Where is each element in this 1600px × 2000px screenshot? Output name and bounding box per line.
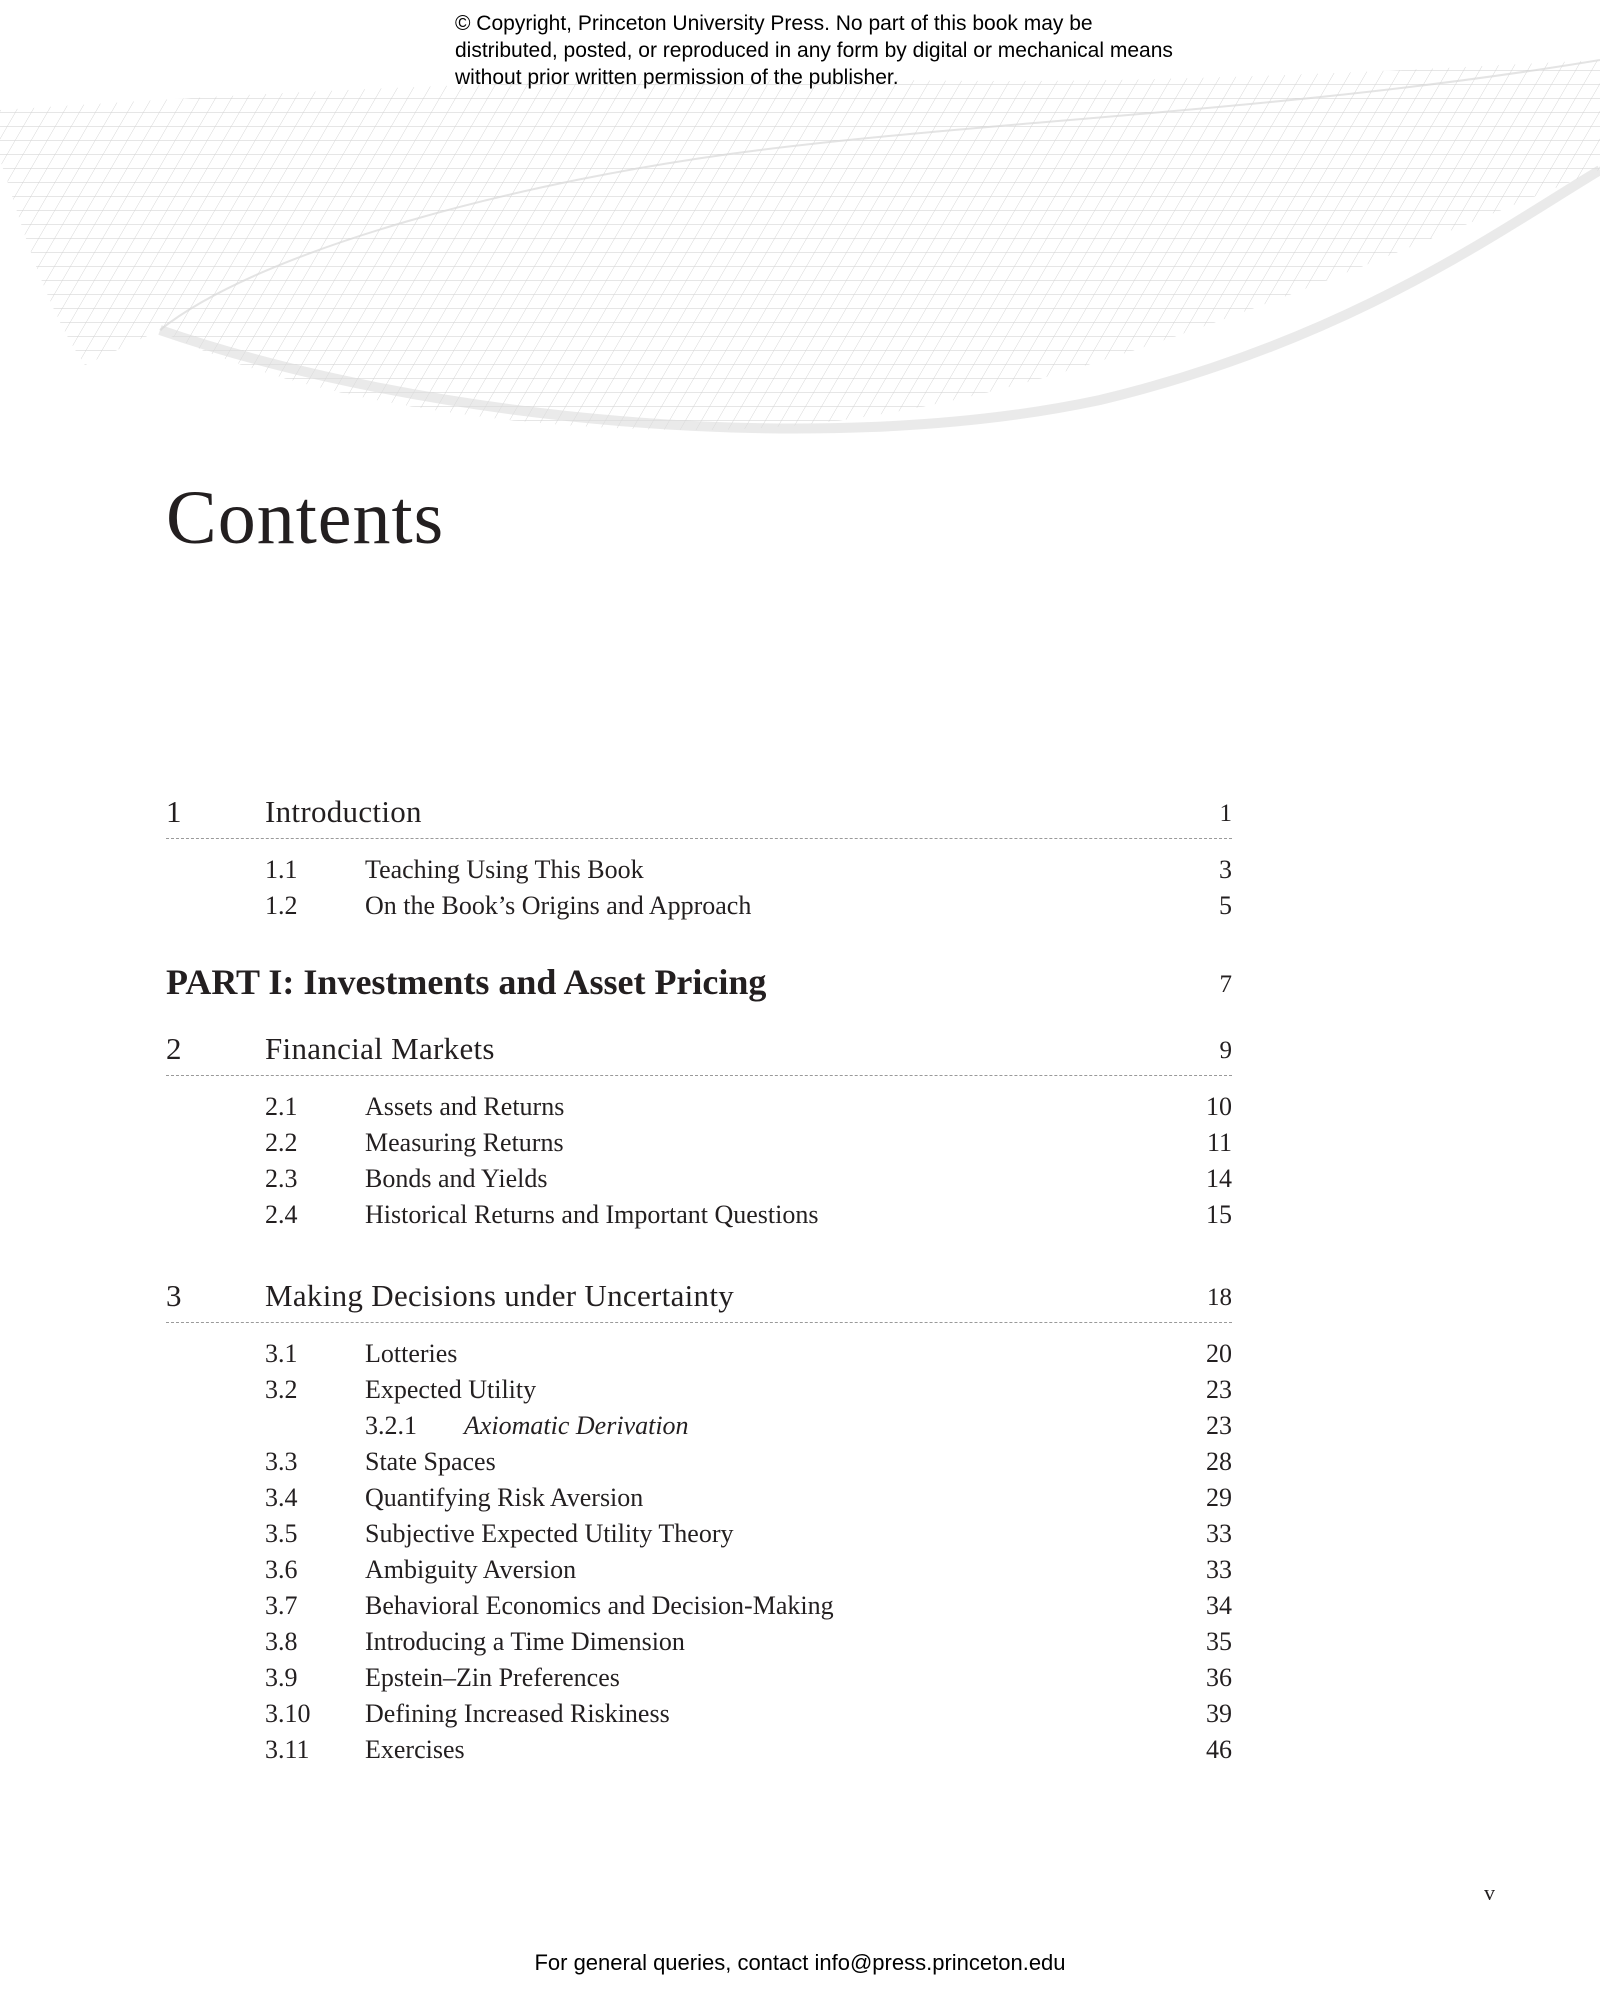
section-page: 39 [1206, 1699, 1232, 1728]
toc-section[interactable] [166, 1337, 1232, 1373]
section-title: Subjective Expected Utility Theory [365, 1519, 734, 1548]
section-title: Expected Utility [365, 1375, 537, 1404]
page-title: Contents [166, 476, 445, 560]
toc-section[interactable] [166, 1625, 1232, 1661]
section-number: 3.2 [265, 1375, 298, 1404]
section-page: 23 [1206, 1375, 1232, 1404]
chapter-title: Making Decisions under Uncertainty [265, 1278, 735, 1313]
section-page: 3 [1219, 855, 1232, 884]
chapter-number: 1 [166, 794, 182, 829]
section-number: 2.1 [265, 1092, 298, 1121]
section-number: 1.2 [265, 891, 298, 920]
toc-section[interactable] [166, 1162, 1232, 1198]
toc-section[interactable] [166, 1090, 1232, 1126]
section-page: 36 [1206, 1663, 1232, 1692]
section-number: 2.3 [265, 1164, 298, 1193]
toc-part-1[interactable] [166, 945, 1232, 1007]
section-number: 3.11 [265, 1735, 310, 1764]
page-number: v [1484, 1880, 1495, 1905]
section-page: 20 [1206, 1339, 1232, 1368]
spacer [166, 1234, 1232, 1274]
subsection-page: 23 [1206, 1411, 1232, 1440]
section-number: 3.8 [265, 1627, 298, 1656]
table-of-contents [166, 790, 1232, 1769]
section-page: 14 [1206, 1164, 1232, 1193]
section-number: 3.10 [265, 1699, 311, 1728]
section-number: 3.1 [265, 1339, 298, 1368]
section-title: On the Book’s Origins and Approach [365, 891, 752, 920]
section-title: Behavioral Economics and Decision-Making [365, 1591, 834, 1620]
toc-section[interactable] [166, 1126, 1232, 1162]
toc-chapter-3[interactable] [166, 1274, 1232, 1323]
section-list-ch1 [166, 853, 1232, 925]
section-page: 33 [1206, 1555, 1232, 1584]
section-title: Exercises [365, 1735, 465, 1764]
section-title: Historical Returns and Important Questions [365, 1200, 819, 1229]
toc-section[interactable] [166, 1517, 1232, 1553]
chapter-number: 3 [166, 1278, 182, 1313]
copyright-notice: © Copyright, Princeton University Press. No part of this book may be distributed, posted, or reproduced in any form by digital or mechanical means without prior written permission of the publisher. [455, 12, 1173, 89]
section-page: 11 [1206, 1128, 1232, 1157]
footer-contact: For general queries, contact info@press.princeton.edu [534, 1950, 1066, 1975]
section-page: 33 [1206, 1519, 1232, 1548]
toc-section[interactable] [166, 889, 1232, 925]
section-page: 35 [1206, 1627, 1232, 1656]
section-number: 3.4 [265, 1483, 298, 1512]
section-number: 2.2 [265, 1128, 298, 1157]
part-page: 7 [1219, 971, 1232, 998]
section-list-ch3 [166, 1337, 1232, 1769]
toc-section[interactable] [166, 1589, 1232, 1625]
subsection-title: Axiomatic Derivation [464, 1411, 689, 1440]
section-title: Epstein–Zin Preferences [365, 1663, 620, 1692]
toc-section[interactable] [166, 1445, 1232, 1481]
section-page: 15 [1206, 1200, 1232, 1229]
toc-chapter-1[interactable] [166, 790, 1232, 839]
section-page: 5 [1219, 891, 1232, 920]
section-number: 3.3 [265, 1447, 298, 1476]
section-number: 3.5 [265, 1519, 298, 1548]
chapter-title: Financial Markets [265, 1031, 495, 1066]
section-list-ch2 [166, 1090, 1232, 1234]
chapter-page: 1 [1219, 800, 1232, 827]
section-title: Assets and Returns [365, 1092, 565, 1121]
toc-section[interactable] [166, 853, 1232, 889]
chapter-page: 9 [1219, 1037, 1232, 1064]
section-title: Bonds and Yields [365, 1164, 548, 1193]
chapter-page: 18 [1207, 1284, 1232, 1311]
part-title: PART I: Investments and Asset Pricing [166, 962, 767, 1002]
section-number: 3.6 [265, 1555, 298, 1584]
section-title: Lotteries [365, 1339, 458, 1368]
toc-subsection[interactable] [166, 1409, 1232, 1445]
section-title: Measuring Returns [365, 1128, 564, 1157]
subsection-number: 3.2.1 [365, 1411, 417, 1440]
toc-section[interactable] [166, 1373, 1232, 1409]
section-page: 46 [1206, 1735, 1232, 1764]
chapter-title: Introduction [265, 794, 422, 829]
chapter-number: 2 [166, 1031, 182, 1066]
section-title: Teaching Using This Book [365, 855, 644, 884]
toc-section[interactable] [166, 1661, 1232, 1697]
section-number: 2.4 [265, 1200, 298, 1229]
section-page: 28 [1206, 1447, 1232, 1476]
section-page: 29 [1206, 1483, 1232, 1512]
toc-section[interactable] [166, 1481, 1232, 1517]
section-page: 34 [1206, 1591, 1232, 1620]
toc-section[interactable] [166, 1198, 1232, 1234]
section-title: Ambiguity Aversion [365, 1555, 577, 1584]
toc-section[interactable] [166, 1733, 1232, 1769]
section-title: Introducing a Time Dimension [365, 1627, 685, 1656]
section-number: 3.7 [265, 1591, 298, 1620]
section-title: Quantifying Risk Aversion [365, 1483, 644, 1512]
section-title: Defining Increased Riskiness [365, 1699, 670, 1728]
section-number: 1.1 [265, 855, 298, 884]
section-title: State Spaces [365, 1447, 496, 1476]
toc-chapter-2[interactable] [166, 1027, 1232, 1076]
section-page: 10 [1206, 1092, 1232, 1121]
toc-section[interactable] [166, 1553, 1232, 1589]
toc-section[interactable] [166, 1697, 1232, 1733]
section-number: 3.9 [265, 1663, 298, 1692]
